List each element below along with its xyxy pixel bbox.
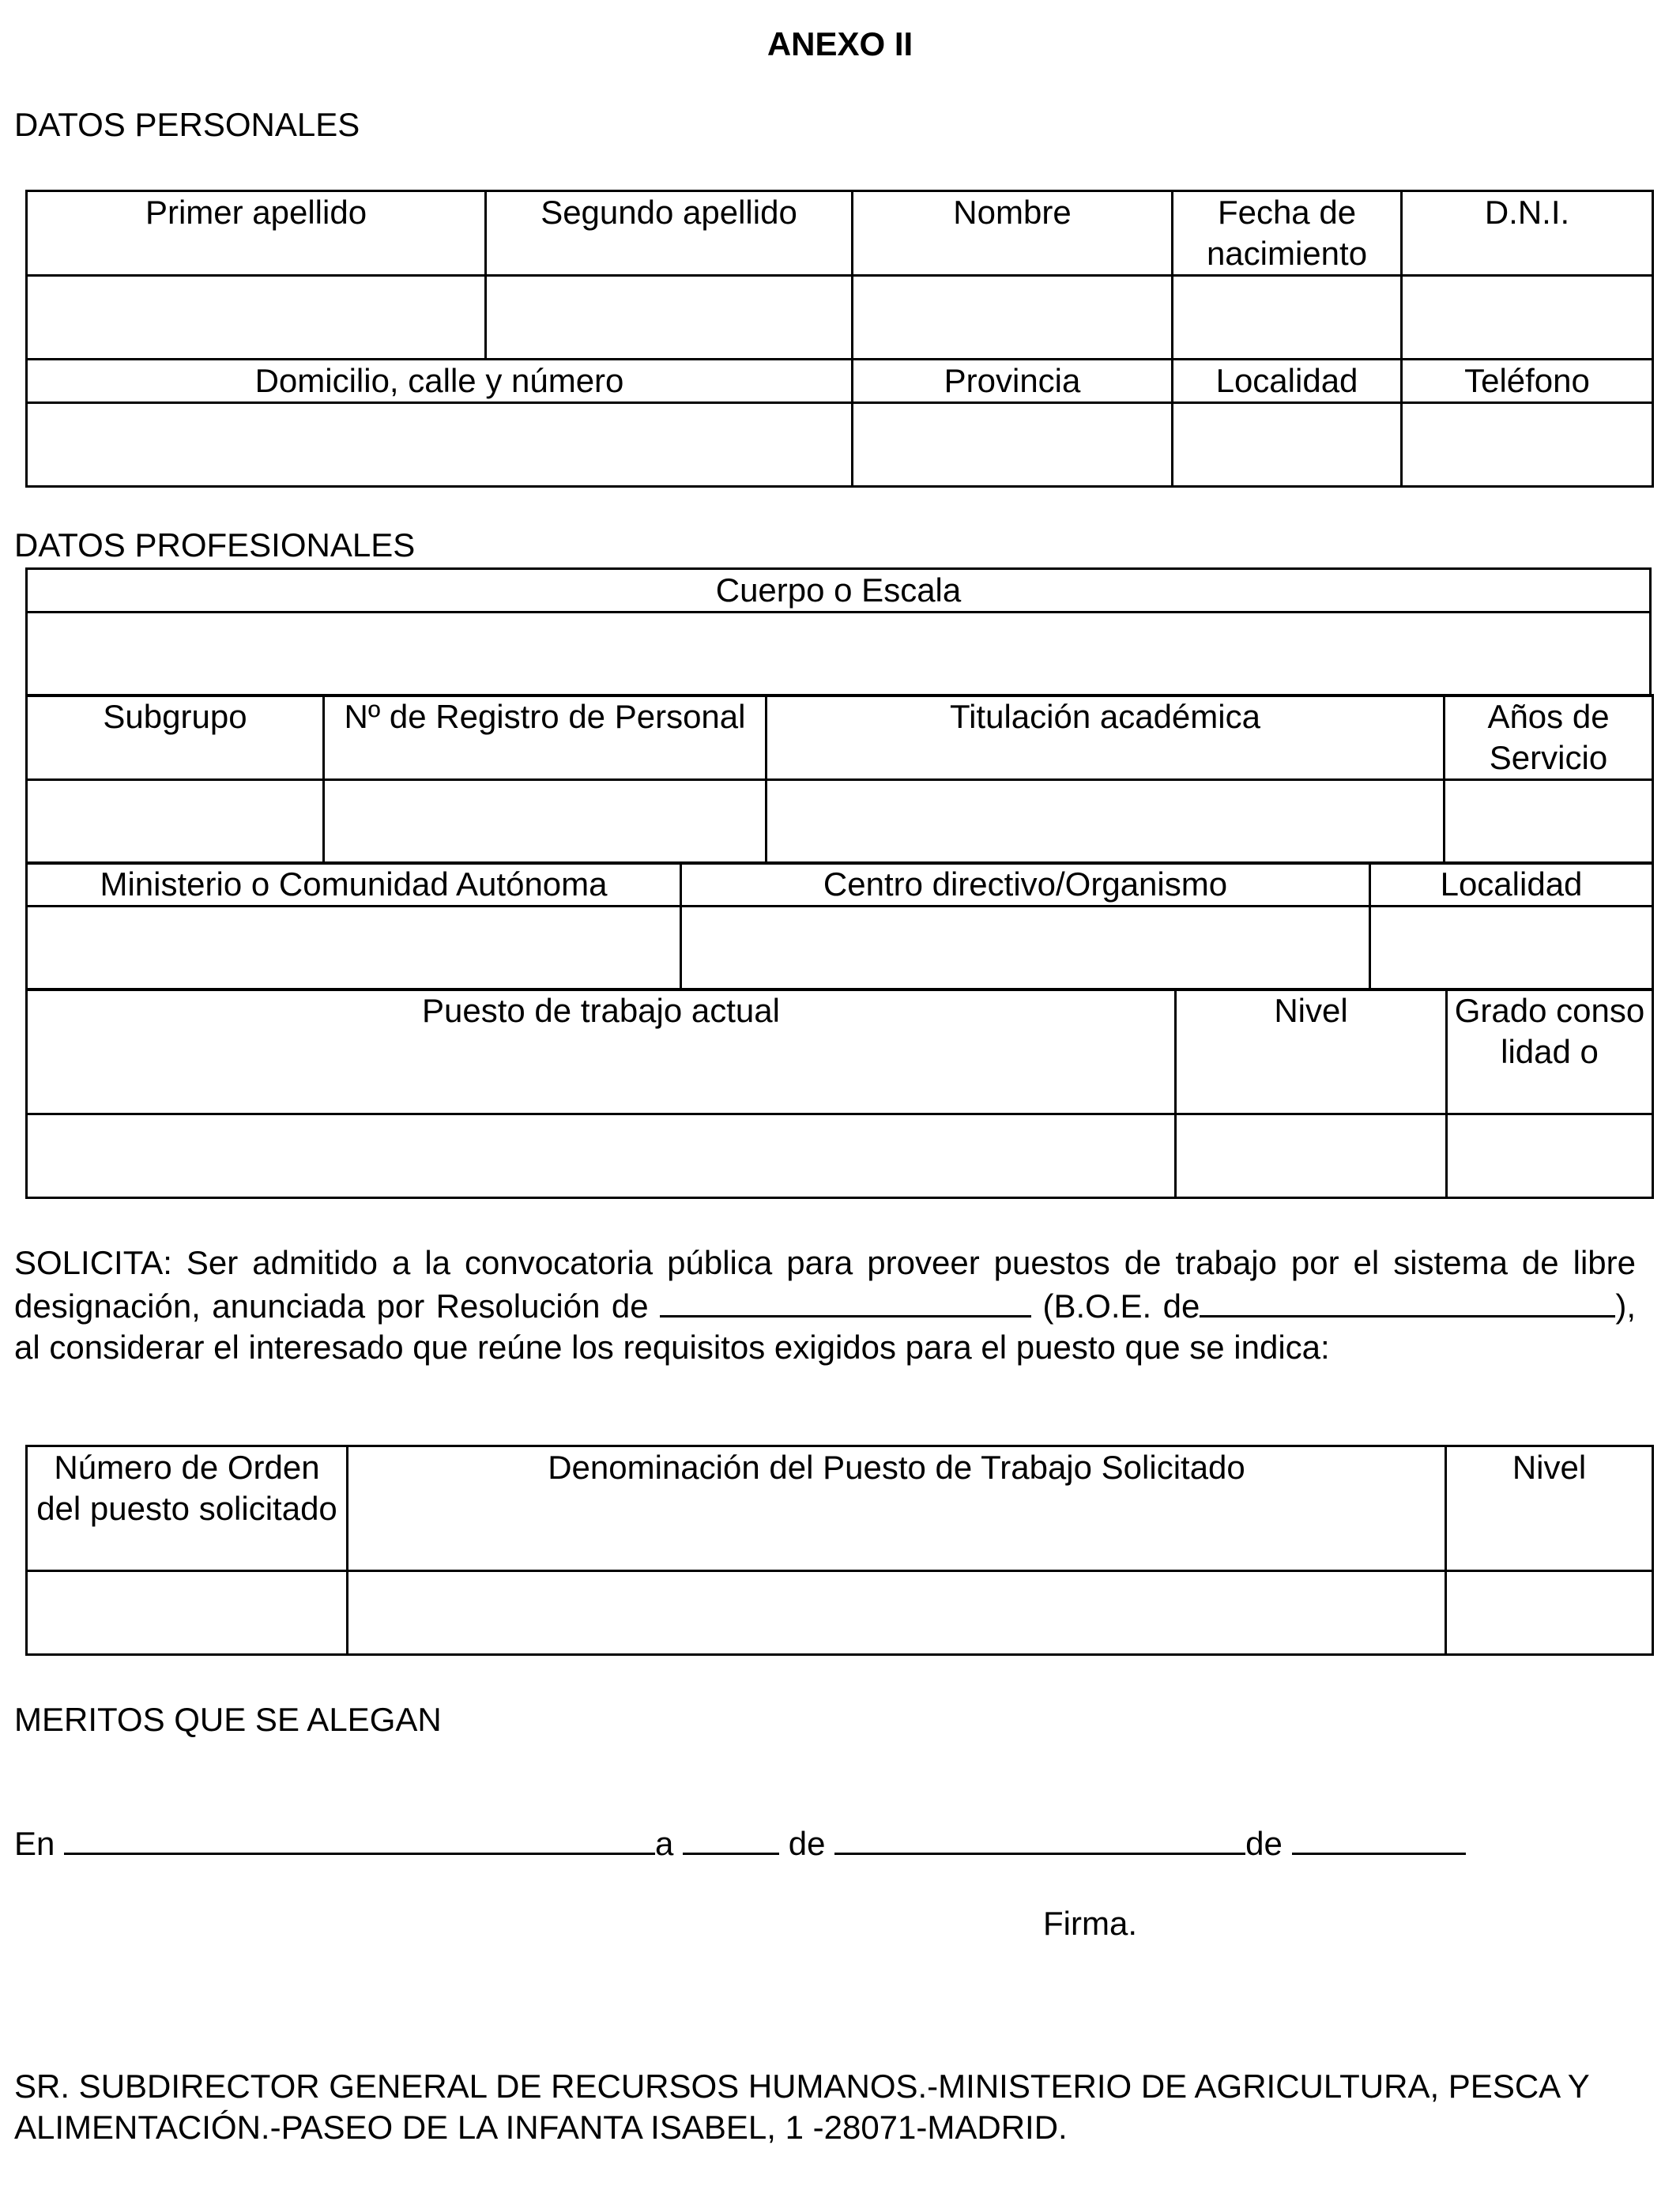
input-grado-consolidado[interactable] [1447, 1114, 1653, 1198]
input-denominacion[interactable] [348, 1571, 1446, 1655]
date-de1-label: de [788, 1825, 826, 1862]
header-nombre: Nombre [853, 191, 1173, 276]
puesto-actual-table [25, 988, 1654, 1199]
personal-data-table [25, 190, 1654, 488]
boe-date-blank[interactable] [1200, 1284, 1615, 1318]
input-nivel[interactable] [1176, 1114, 1447, 1198]
input-fecha-nacimiento[interactable] [1173, 276, 1402, 360]
date-a-label: a [655, 1825, 674, 1862]
month-blank[interactable] [834, 1821, 1245, 1855]
input-ministerio[interactable] [27, 907, 681, 990]
header-fecha-nacimiento: Fecha de nacimiento [1173, 191, 1402, 276]
header-grado-consolidado: Grado consolidad o [1447, 990, 1653, 1114]
place-blank[interactable] [64, 1821, 655, 1855]
header-domicilio: Domicilio, calle y número [27, 360, 853, 403]
cuerpo-table [25, 567, 1652, 697]
firma-label: Firma. [1043, 1905, 1137, 1942]
header-numero-orden: Número de Orden del puesto solicitado [27, 1446, 348, 1571]
input-provincia[interactable] [853, 403, 1173, 487]
solicita-paragraph [14, 1242, 1636, 1368]
subgrupo-table [25, 694, 1654, 865]
solicita-text-1: SOLICITA: Ser admitido a la convocatoria pública para proveer puestos de trabajo por el sistema de libre designación, anunciada por Resolución de [14, 1244, 1636, 1325]
header-segundo-apellido: Segundo apellido [486, 191, 853, 276]
input-titulacion[interactable] [767, 780, 1445, 864]
input-puesto-actual[interactable] [27, 1114, 1176, 1198]
date-de2-label: de [1245, 1825, 1283, 1862]
header-ministerio: Ministerio o Comunidad Autónoma [27, 863, 681, 907]
header-cuerpo-escala: Cuerpo o Escala [27, 569, 1651, 613]
header-nivel: Nivel [1176, 990, 1447, 1114]
header-localidad: Localidad [1173, 360, 1402, 403]
header-provincia: Provincia [853, 360, 1173, 403]
input-dni[interactable] [1402, 276, 1653, 360]
header-denominacion: Denominación del Puesto de Trabajo Solicitado [348, 1446, 1446, 1571]
header-subgrupo: Subgrupo [27, 696, 324, 780]
header-anos-servicio: Años de Servicio [1445, 696, 1653, 780]
input-registro-personal[interactable] [324, 780, 767, 864]
input-segundo-apellido[interactable] [486, 276, 853, 360]
input-numero-orden[interactable] [27, 1571, 348, 1655]
header-dni: D.N.I. [1402, 191, 1653, 276]
header-telefono: Teléfono [1402, 360, 1653, 403]
header-localidad-prof: Localidad [1370, 863, 1653, 907]
header-puesto-actual: Puesto de trabajo actual [27, 990, 1176, 1114]
solicita-text-2: (B.O.E. de [1042, 1287, 1200, 1325]
input-subgrupo[interactable] [27, 780, 324, 864]
resolucion-blank[interactable] [660, 1284, 1031, 1318]
date-en-label: En [14, 1825, 55, 1862]
meritos-heading: MERITOS QUE SE ALEGAN [14, 1701, 442, 1738]
header-titulacion: Titulación académica [767, 696, 1445, 780]
header-nivel-solicitado: Nivel [1446, 1446, 1653, 1571]
solicita-text-3: ), al considerar el interesado que reúne los requisitos exigidos para el puesto que se indica: [14, 1287, 1636, 1366]
input-nivel-solicitado[interactable] [1446, 1571, 1653, 1655]
year-blank[interactable] [1292, 1821, 1466, 1855]
input-localidad[interactable] [1173, 403, 1402, 487]
input-telefono[interactable] [1402, 403, 1653, 487]
input-localidad-prof[interactable] [1370, 907, 1653, 990]
input-primer-apellido[interactable] [27, 276, 486, 360]
header-registro-personal: Nº de Registro de Personal [324, 696, 767, 780]
section-heading-professional: DATOS PROFESIONALES [14, 526, 416, 564]
input-domicilio[interactable] [27, 403, 853, 487]
page-title: ANEXO II [767, 25, 913, 62]
input-centro-directivo[interactable] [681, 907, 1370, 990]
section-heading-personal: DATOS PERSONALES [14, 106, 360, 143]
header-centro-directivo: Centro directivo/Organismo [681, 863, 1370, 907]
header-primer-apellido: Primer apellido [27, 191, 486, 276]
input-anos-servicio[interactable] [1445, 780, 1653, 864]
ministerio-table [25, 861, 1654, 991]
input-cuerpo-escala[interactable] [27, 613, 1651, 696]
puesto-solicitado-table [25, 1445, 1654, 1656]
footer-address: SR. SUBDIRECTOR GENERAL DE RECURSOS HUMANOS.-MINISTERIO DE AGRICULTURA, PESCA Y ALIMENTACIÓN.-PASEO DE LA INFANTA ISABEL, 1 -28071-MADRID. [14, 2068, 1590, 2146]
date-line [14, 1821, 1642, 1864]
day-blank[interactable] [683, 1821, 779, 1855]
input-nombre[interactable] [853, 276, 1173, 360]
